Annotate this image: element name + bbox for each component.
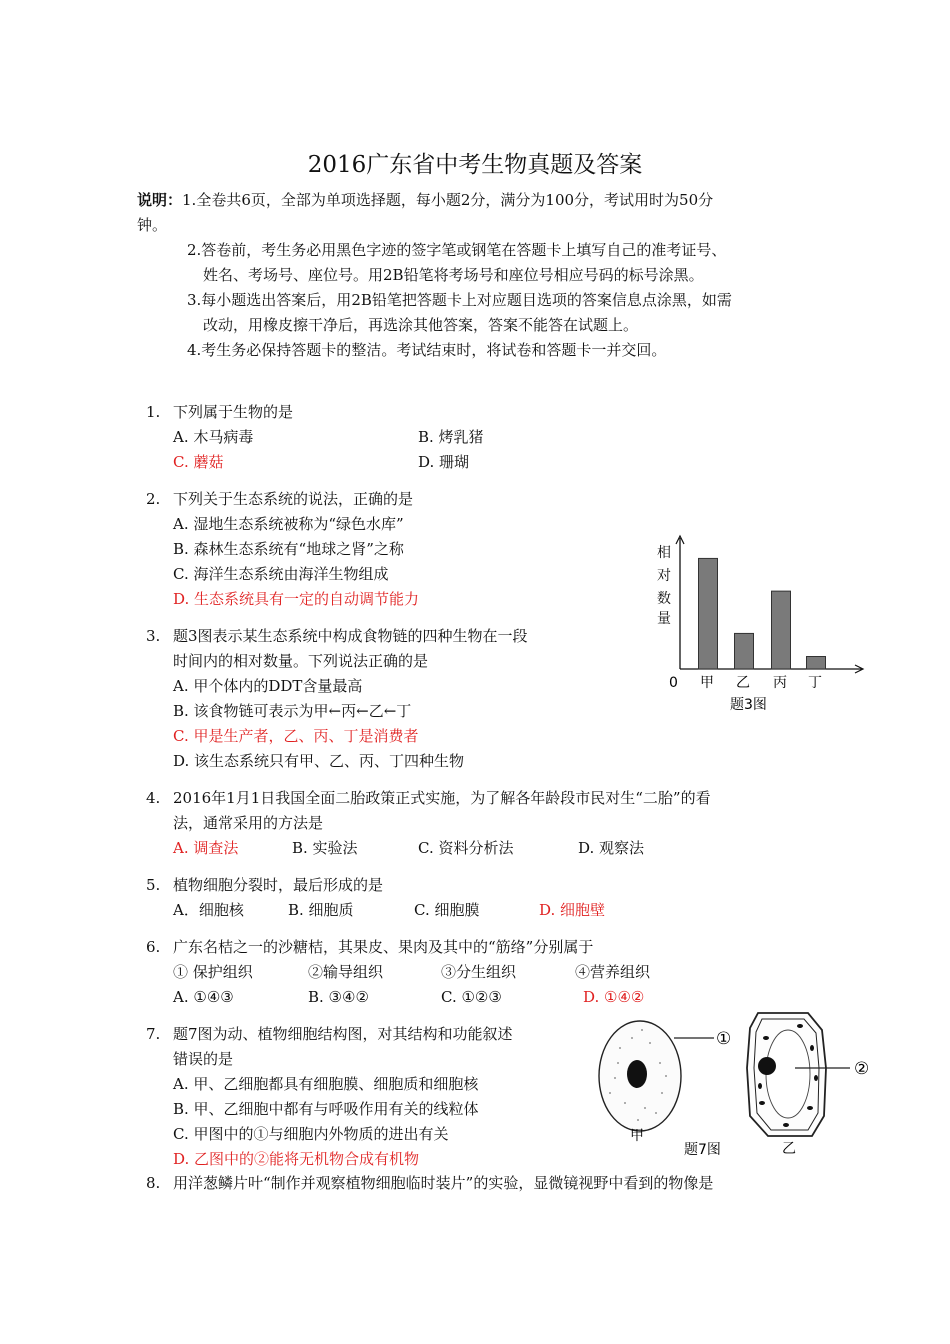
- q3-number: 3.: [146, 627, 161, 645]
- figure-7-caption: 题7图: [684, 1142, 721, 1158]
- bar-乙: [735, 633, 754, 669]
- q4-option-b: B. 实验法: [292, 839, 358, 857]
- note-4: 4.考生务必保持答题卡的整洁。考试结束时，将试卷和答题卡一并交回。: [187, 341, 667, 359]
- note-2b: 姓名、考场号、座位号。用2B铅笔将考场号和座位号相应号码的标号涂黑。: [203, 266, 704, 284]
- animal-nucleus: [627, 1060, 647, 1088]
- q6-tissue-3: ③分生组织: [441, 963, 517, 981]
- q3-stem-1: 题3图表示某生态系统中构成食物链的四种生物在一段: [173, 627, 528, 645]
- vacuole: [766, 1030, 810, 1118]
- q7-option-b: B. 甲、乙细胞中都有与呼吸作用有关的线粒体: [173, 1100, 479, 1118]
- q6-option-a: A. ①④③: [173, 988, 234, 1006]
- q3-option-c-answer: C. 甲是生产者，乙、丙、丁是消费者: [173, 727, 419, 745]
- tick-label-丙: 丙: [773, 675, 787, 691]
- q6-tissue-4: ④营养组织: [575, 963, 651, 981]
- q1-option-b: B. 烤乳猪: [418, 428, 484, 446]
- q4-option-c: C. 资料分析法: [418, 839, 514, 857]
- label-1: ①: [716, 1029, 732, 1049]
- q8-stem: 用洋葱鳞片叶“制作并观察植物细胞临时装片”的实验，显微镜视野中看到的物像是: [173, 1174, 714, 1192]
- q2-stem: 下列关于生态系统的说法，正确的是: [173, 490, 414, 508]
- note-1a: 1.全卷共6页，全部为单项选择题，每小题2分，满分为100分，考试用时为50分: [182, 191, 714, 209]
- tick-label-甲: 甲: [700, 675, 714, 691]
- q6-number: 6.: [146, 938, 161, 956]
- q2-option-a: A. 湿地生态系统被称为“绿色水库”: [173, 515, 404, 533]
- q7-option-c: C. 甲图中的①与细胞内外物质的进出有关: [173, 1125, 449, 1143]
- q5-option-c: C. 细胞膜: [414, 901, 480, 919]
- q1-stem: 下列属于生物的是: [173, 403, 294, 421]
- q6-tissue-2: ②输导组织: [308, 963, 384, 981]
- q4-option-d: D. 观察法: [578, 839, 645, 857]
- q1-option-a: A. 木马病毒: [173, 428, 254, 446]
- q4-option-a-answer: A. 调查法: [173, 839, 239, 857]
- q6-option-d-answer: D. ①④②: [583, 988, 645, 1006]
- ylabel-char-3: 数: [657, 591, 671, 607]
- q7-stem-2: 错误的是: [173, 1050, 234, 1068]
- note-2a: 2.答卷前，考生务必用黑色字迹的签字笔或钢笔在答题卡上填写自己的准考证号、: [187, 241, 727, 259]
- page-title: 2016广东省中考生物真题及答案: [307, 152, 643, 178]
- instructions-line-1: [137, 190, 713, 210]
- q7-option-d-answer: D. 乙图中的②能将无机物合成有机物: [173, 1150, 420, 1168]
- bar-丁: [807, 657, 826, 670]
- ylabel-char-2: 对: [657, 568, 671, 584]
- q6-option-c: C. ①②③: [441, 988, 502, 1006]
- q7-cell-figure: [590, 1008, 890, 1158]
- q5-option-a: A．细胞核: [173, 901, 244, 919]
- instructions-label: 说明：: [137, 191, 183, 209]
- q3-option-b: B. 该食物链可表示为甲←丙←乙←丁: [173, 702, 412, 720]
- q4-stem-2: 法，通常采用的方法是: [173, 814, 324, 832]
- q2-option-c: C. 海洋生态系统由海洋生物组成: [173, 565, 389, 583]
- plant-nucleus: [758, 1057, 776, 1075]
- q1-option-c-answer: C. 蘑菇: [173, 453, 224, 471]
- ylabel-char-4: 量: [657, 611, 671, 627]
- q6-stem: 广东名桔之一的沙糖桔，其果皮、果肉及其中的“筋络”分别属于: [173, 938, 594, 956]
- q1-option-d: D. 珊瑚: [418, 453, 470, 471]
- q3-option-a: A. 甲个体内的DDT含量最高: [173, 677, 363, 695]
- q6-option-b: B. ③④②: [308, 988, 369, 1006]
- q6-tissue-1: ① 保护组织: [173, 963, 253, 981]
- origin-label: 0: [669, 675, 678, 691]
- bar-丙: [772, 591, 791, 669]
- q2-option-d-answer: D. 生态系统具有一定的自动调节能力: [173, 590, 420, 608]
- chart-title: 题3图: [730, 697, 767, 713]
- q5-number: 5.: [146, 876, 161, 894]
- q7-number: 7.: [146, 1025, 161, 1043]
- label-2: ②: [854, 1059, 870, 1079]
- q1-number: 1.: [146, 403, 161, 421]
- q3-option-d: D. 该生态系统只有甲、乙、丙、丁四种生物: [173, 752, 465, 770]
- animal-cell-label: 甲: [630, 1128, 644, 1144]
- q4-number: 4.: [146, 789, 161, 807]
- q7-stem-1: 题7图为动、植物细胞结构图，对其结构和功能叙述: [173, 1025, 513, 1043]
- bar-甲: [699, 558, 718, 669]
- q8-number: 8.: [146, 1174, 161, 1192]
- q5-option-d-answer: D. 细胞壁: [539, 901, 606, 919]
- plant-cell-label: 乙: [782, 1141, 796, 1157]
- note-3b: 改动，用橡皮擦干净后，再选涂其他答案，答案不能答在试题上。: [203, 316, 639, 334]
- q2-number: 2.: [146, 490, 161, 508]
- ylabel-char-1: 相: [657, 545, 671, 561]
- q3-stem-2: 时间内的相对数量。下列说法正确的是: [173, 652, 429, 670]
- tick-label-丁: 丁: [808, 675, 822, 691]
- q5-option-b: B. 细胞质: [288, 901, 354, 919]
- note-3a: 3.每小题选出答案后，用2B铅笔把答题卡上对应题目选项的答案信息点涂黑，如需: [187, 291, 732, 309]
- tick-label-乙: 乙: [736, 675, 750, 691]
- q2-option-b: B. 森林生态系统有“地球之肾”之称: [173, 540, 404, 558]
- note-1b: 钟。: [137, 216, 168, 234]
- q3-bar-chart: [640, 530, 880, 720]
- q7-option-a: A. 甲、乙细胞都具有细胞膜、细胞质和细胞核: [173, 1075, 479, 1093]
- q4-stem-1: 2016年1月1日我国全面二胎政策正式实施，为了解各年龄段市民对生“二胎”的看: [173, 789, 711, 807]
- q5-stem: 植物细胞分裂时，最后形成的是: [173, 876, 384, 894]
